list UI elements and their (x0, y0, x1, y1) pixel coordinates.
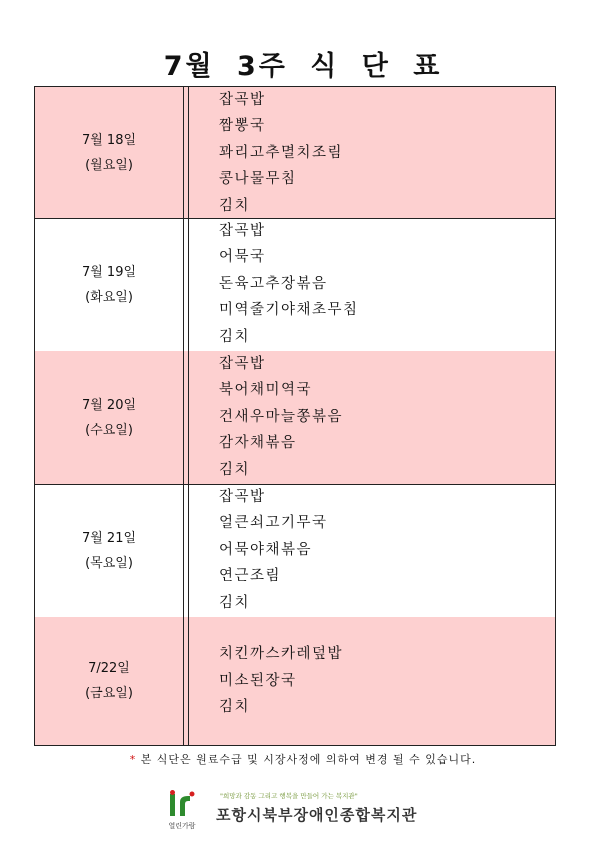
day-row-thursday (35, 484, 555, 618)
day-row-monday (35, 87, 555, 219)
menu-item: 북어채미역국 (219, 382, 313, 399)
menu-item: 잡곡밥 (219, 356, 266, 372)
weekday-label: (화요일) (85, 289, 133, 305)
menu-item: 김치 (219, 328, 251, 345)
menu-item: 꽈리고추멸치조림 (219, 144, 344, 161)
date-cell (35, 617, 183, 745)
organization-slogan: "희망과 감동 그리고 행복을 만들어 가는 복지관" (220, 792, 358, 800)
menu-list (219, 617, 555, 745)
menu-item: 어묵국 (219, 249, 266, 266)
menu-item: 치킨까스카레덮밥 (219, 646, 344, 663)
date-label: 7/22일 (88, 661, 130, 676)
menu-item: 잡곡밥 (219, 489, 266, 505)
day-row-wednesday (35, 351, 555, 485)
organization-logo (160, 790, 204, 830)
menu-item: 김치 (219, 699, 251, 716)
page-title: 7월 3주 식 단 표 (163, 51, 443, 82)
menu-item: 김치 (219, 197, 251, 214)
organization-name: 포항시북부장애인종합복지관 (216, 806, 418, 824)
menu-list (219, 351, 555, 484)
menu-item: 감자채볶음 (219, 435, 297, 452)
date-cell (35, 218, 183, 351)
date-cell (35, 351, 183, 484)
date-label: 7월 21일 (81, 530, 137, 546)
menu-item: 얼큰쇠고기무국 (219, 515, 328, 532)
logo-text: 열린가람 (168, 822, 196, 830)
column-divider (183, 87, 184, 745)
column-divider (188, 87, 189, 745)
menu-item: 미역줄기야채초무침 (219, 302, 359, 319)
menu-item: 잡곡밥 (219, 223, 266, 239)
menu-list (219, 87, 555, 218)
logo-icon (160, 790, 204, 822)
menu-change-note (0, 751, 606, 767)
day-row-tuesday (35, 218, 555, 352)
date-cell (35, 87, 183, 218)
date-label: 7월 19일 (81, 264, 137, 280)
footer (160, 790, 440, 830)
menu-item: 김치 (219, 461, 251, 478)
date-label: 7월 20일 (81, 397, 137, 413)
weekday-label: (목요일) (85, 555, 133, 571)
day-row-friday (35, 617, 555, 745)
menu-item: 짬뽕국 (219, 118, 266, 135)
menu-item: 콩나물무침 (219, 171, 297, 188)
menu-list (219, 218, 555, 351)
menu-item: 건새우마늘쫑볶음 (219, 408, 344, 425)
weekday-label: (금요일) (85, 686, 133, 701)
menu-item: 연근조림 (219, 568, 282, 585)
menu-list (219, 484, 555, 617)
menu-item: 잡곡밥 (219, 92, 266, 108)
note-asterisk: * (129, 753, 137, 766)
menu-item: 돈육고추장볶음 (219, 275, 328, 292)
weekday-label: (월요일) (85, 157, 133, 173)
menu-table (34, 86, 556, 746)
menu-item: 김치 (219, 594, 251, 611)
date-cell (35, 484, 183, 617)
menu-item: 미소된장국 (219, 672, 297, 689)
menu-item: 어묵야채볶음 (219, 541, 313, 558)
note-text: 본 식단은 원료수급 및 시장사정에 의하여 변경 될 수 있습니다. (140, 753, 477, 766)
weekday-label: (수요일) (85, 422, 133, 438)
date-label: 7월 18일 (81, 132, 137, 148)
